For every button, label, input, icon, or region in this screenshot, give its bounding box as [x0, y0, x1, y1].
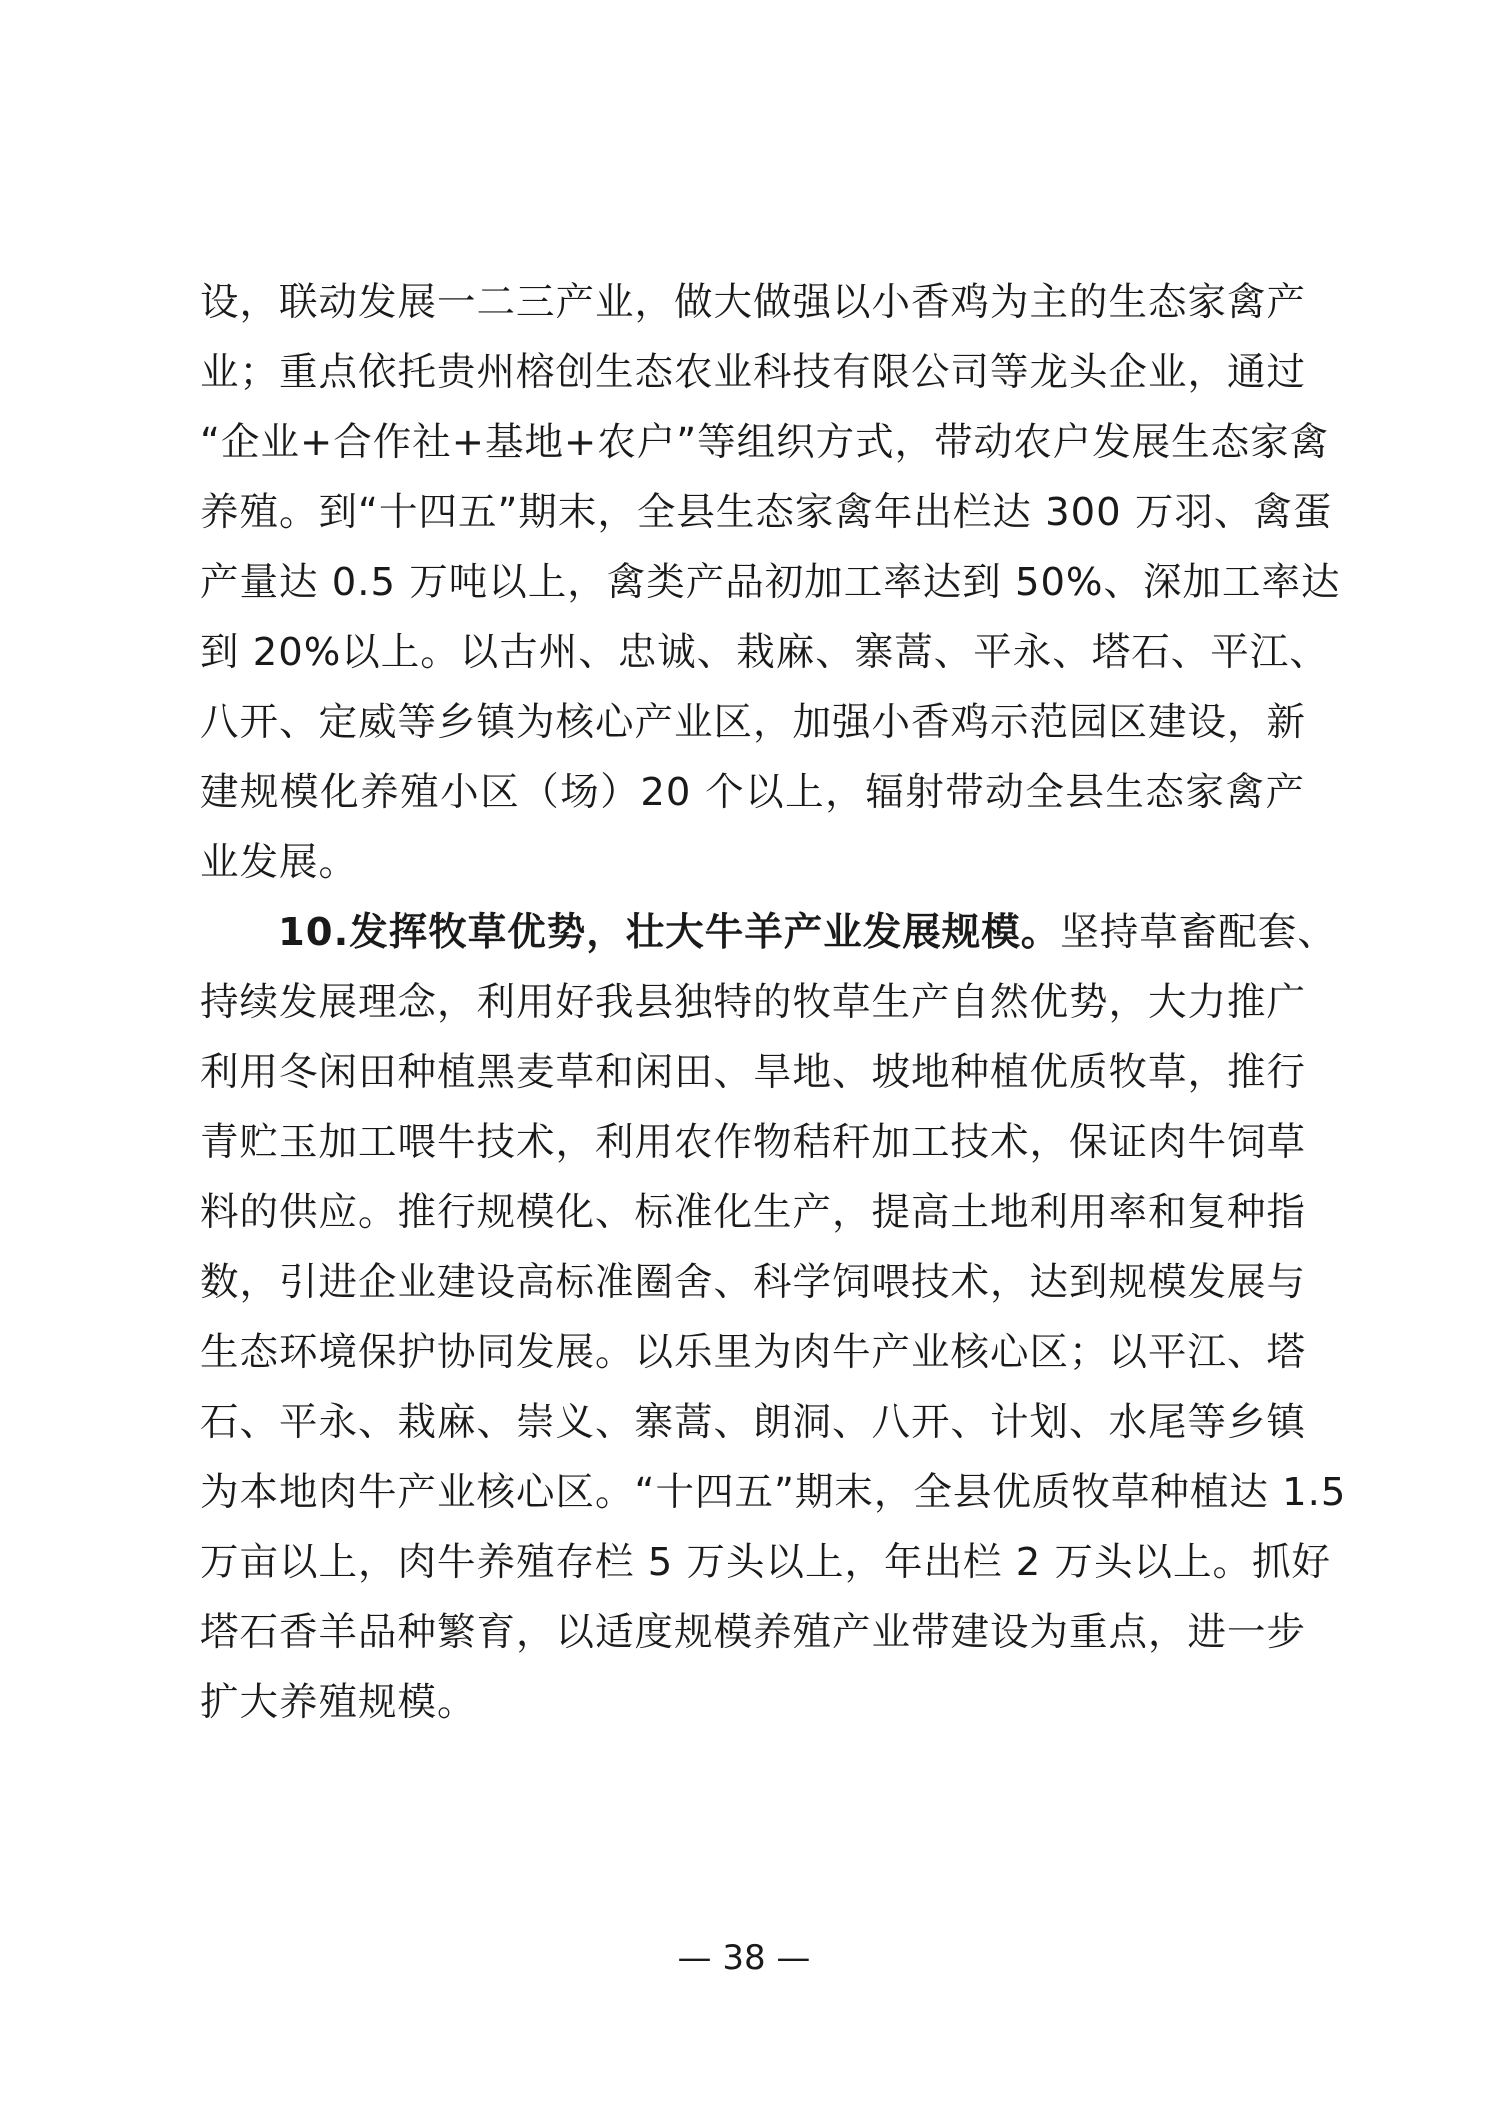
- text-line: 持续发展理念，利用好我县独特的牧草生产自然优势，大力推广: [200, 980, 1307, 1025]
- text-line: 设，联动发展一二三产业，做大做强以小香鸡为主的生态家禽产: [200, 280, 1307, 325]
- text-line: 利用冬闲田种植黑麦草和闲田、旱地、坡地种植优质牧草，推行: [200, 1050, 1307, 1095]
- text-line: 生态环境保护协同发展。以乐里为肉牛产业核心区；以平江、塔: [200, 1330, 1307, 1375]
- text-line: 产量达 0.5 万吨以上，禽类产品初加工率达到 50%、深加工率达: [200, 560, 1341, 605]
- text-line: 万亩以上，肉牛养殖存栏 5 万头以上，年出栏 2 万头以上。抓好: [200, 1540, 1331, 1585]
- text-line: 石、平永、栽麻、崇义、寨蒿、朗洞、八开、计划、水尾等乡镇: [200, 1400, 1307, 1445]
- text-line: 业发展。: [200, 840, 359, 885]
- text-line: 养殖。到“十四五”期末，全县生态家禽年出栏达 300 万羽、禽蛋: [200, 490, 1333, 535]
- text-line: 业；重点依托贵州榕创生态农业科技有限公司等龙头企业，通过: [200, 350, 1307, 395]
- text-line: 扩大养殖规模。: [200, 1680, 477, 1725]
- text-line: 建规模化养殖小区（场）20 个以上，辐射带动全县生态家禽产: [200, 770, 1305, 815]
- body-text: [200, 268, 1347, 1738]
- text-line: 八开、定威等乡镇为核心产业区，加强小香鸡示范园区建设，新: [200, 700, 1307, 745]
- text-line: 塔石香羊品种繁育，以适度规模养殖产业带建设为重点，进一步: [200, 1610, 1307, 1655]
- text-line: 到 20%以上。以古州、忠诚、栽麻、寨蒿、平永、塔石、平江、: [200, 630, 1329, 675]
- page-number: — 38 —: [677, 1938, 811, 1978]
- section-10-first-line-rest: 坚持草畜配套、: [1060, 910, 1337, 955]
- text-line: 数，引进企业建设高标准圈舍、科学饲喂技术，达到规模发展与: [200, 1260, 1307, 1305]
- text-line: 料的供应。推行规模化、标准化生产，提高土地利用率和复种指: [200, 1190, 1307, 1235]
- text-line: “企业+合作社+基地+农户”等组织方式，带动农户发展生态家禽: [200, 420, 1330, 465]
- section-10-heading: 10.发挥牧草优势，壮大牛羊产业发展规模。: [278, 910, 1061, 955]
- text-line: 为本地肉牛产业核心区。“十四五”期末，全县优质牧草种植达 1.5: [200, 1470, 1347, 1515]
- text-line: 青贮玉加工喂牛技术，利用农作物秸秆加工技术，保证肉牛饲草: [200, 1120, 1307, 1165]
- section-10-first-line: [200, 898, 1337, 968]
